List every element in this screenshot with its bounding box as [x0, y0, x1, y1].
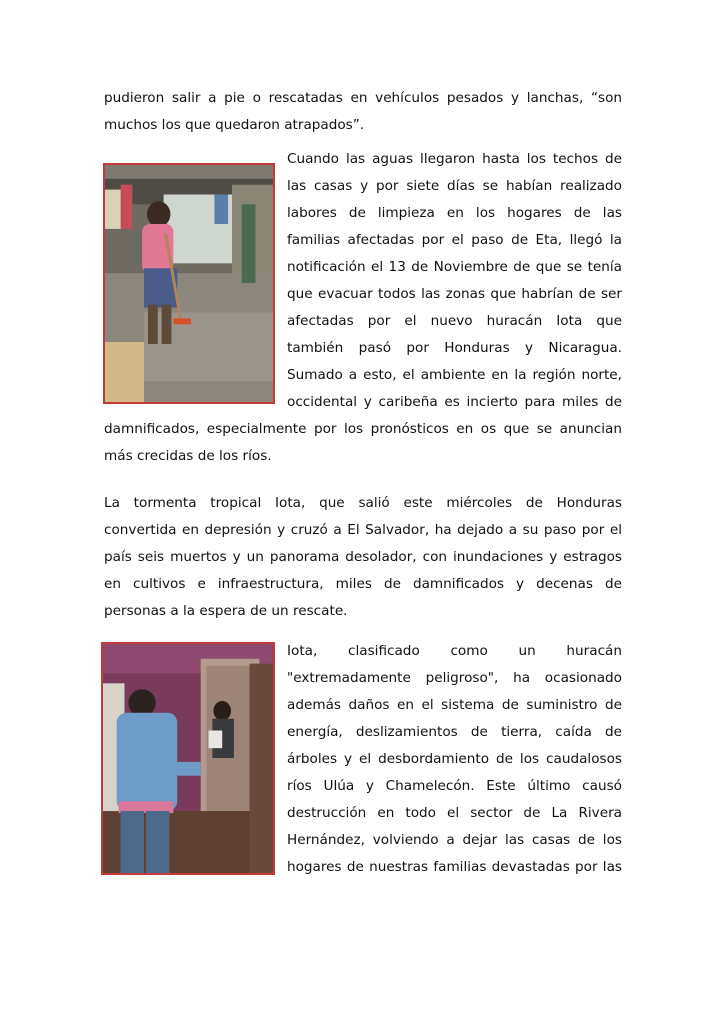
paragraph-line: convertida en depresión y cruzó a El Salvador, ha dejado a su paso por el — [104, 522, 622, 538]
paragraph-line: las casas y por siete días se habían realizado — [287, 178, 622, 194]
paragraph-line: energía, deslizamientos de tierra, caída de — [287, 724, 622, 740]
paragraph-line: en cultivos e infraestructura, miles de damnificados y decenas de — [104, 576, 622, 592]
paragraph-line: pudieron salir a pie o rescatadas en vehículos pesados y lanchas, “son — [104, 90, 622, 106]
paragraph-line: además daños en el sistema de suministro de — [287, 697, 622, 713]
paragraph-line: Cuando las aguas llegaron hasta los techos de — [287, 151, 622, 167]
paragraph-line: afectadas por el nuevo huracán Iota que — [287, 313, 622, 329]
paragraph-1 — [104, 85, 622, 139]
paragraph-line: más crecidas de los ríos. — [104, 448, 272, 464]
paragraph-line: destrucción en todo el sector de La Rivera — [287, 805, 622, 821]
paragraph-line: Sumado a esto, el ambiente en la región norte, — [287, 367, 622, 383]
paragraph-line: muchos los que quedaron atrapados”. — [104, 117, 365, 133]
paragraph-line: árboles y el desbordamiento de los caudalosos — [287, 751, 622, 767]
paragraph-line: también pasó por Honduras y Nicaragua. — [287, 340, 622, 356]
paragraph-line: damnificados, especialmente por los pronósticos en os que se anuncian — [104, 421, 622, 437]
paragraph-4 — [104, 638, 622, 881]
paragraph-2 — [104, 146, 622, 470]
paragraph-line: labores de limpieza en los hogares de las — [287, 205, 622, 221]
paragraph-line: país seis muertos y un panorama desolador, con inundaciones y estragos — [104, 549, 622, 565]
paragraph-line: "extremadamente peligroso", ha ocasionado — [287, 670, 622, 686]
paragraph-line: Iota, clasificado como un huracán — [287, 643, 622, 659]
paragraph-line: notificación el 13 de Noviembre de que se tenía — [287, 259, 622, 275]
paragraph-line: ríos Ulúa y Chamelecón. Este último causó — [287, 778, 622, 794]
paragraph-3 — [104, 490, 622, 625]
paragraph-line: hogares de nuestras familias devastadas por las — [287, 859, 622, 875]
paragraph-line: La tormenta tropical Iota, que salió este miércoles de Honduras — [104, 495, 622, 511]
paragraph-line: occidental y caribeña es incierto para miles de — [287, 394, 622, 410]
paragraph-line: familias afectadas por el paso de Eta, llegó la — [287, 232, 622, 248]
paragraph-line: Hernández, volviendo a dejar las casas de los — [287, 832, 622, 848]
paragraph-line: que evacuar todos las zonas que habrían de ser — [287, 286, 622, 302]
paragraph-line: personas a la espera de un rescate. — [104, 603, 348, 619]
